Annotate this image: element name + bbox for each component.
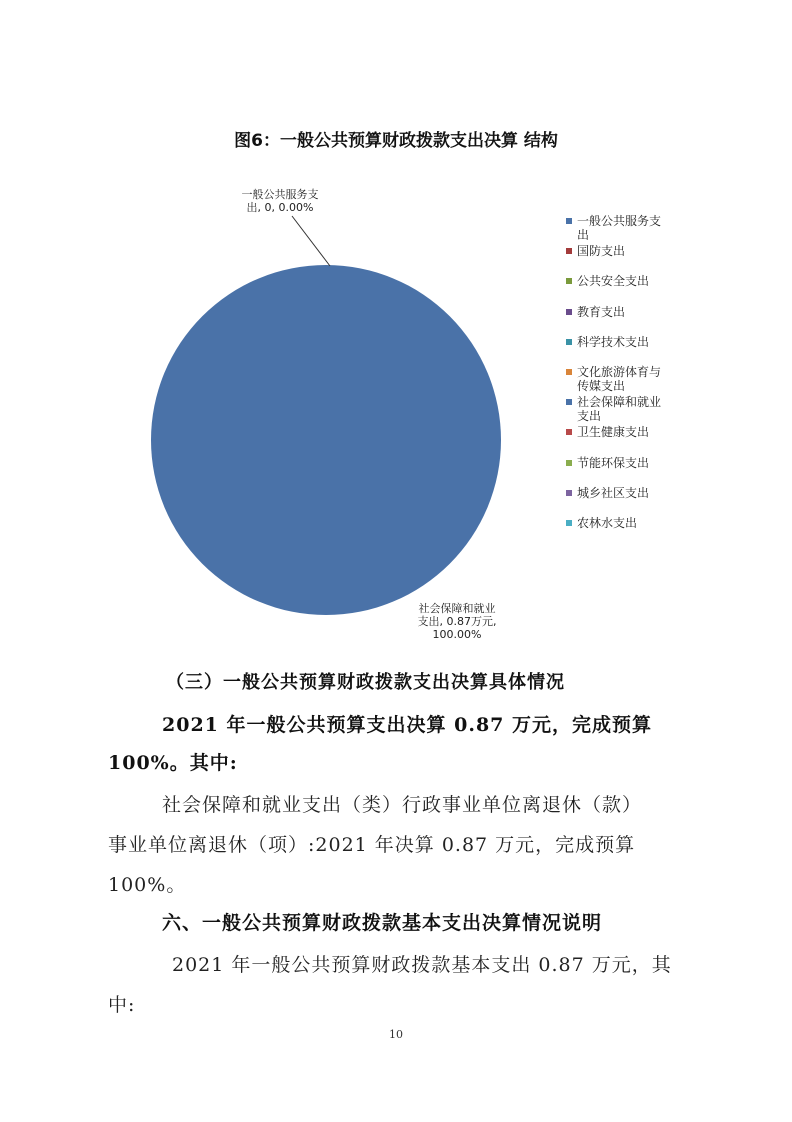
legend-label: 一般公共服务支 — [577, 214, 662, 228]
legend-label: 卫生健康支出 — [577, 425, 650, 440]
paragraph-line: 中: — [108, 994, 136, 1016]
legend-label: 出 — [577, 228, 590, 242]
section-heading-6: 六、一般公共预算财政拨款基本支出决算情况说明 — [162, 912, 603, 934]
paragraph-line: 2021 年一般公共预算财政拨款基本支出 0.87 万元，其 — [172, 954, 672, 976]
paragraph-line: 社会保障和就业支出（类）行政事业单位离退休（款） — [162, 794, 643, 816]
data-label-line: 100.00% — [432, 628, 482, 641]
legend-swatch — [566, 248, 572, 254]
legend-item — [566, 305, 682, 319]
legend-item — [566, 214, 682, 242]
legend-label: 节能环保支出 — [577, 455, 650, 470]
legend-item — [566, 516, 682, 530]
paragraph-line: 2021 年一般公共预算支出决算 0.87 万元，完成预算 — [162, 714, 653, 736]
legend-label: 公共安全支出 — [577, 274, 650, 289]
legend-swatch — [566, 399, 572, 405]
section-heading: （三）一般公共预算财政拨款支出决算具体情况 — [166, 672, 565, 693]
legend-swatch — [566, 490, 572, 496]
legend-label: 支出 — [577, 409, 602, 424]
pie-slice — [151, 265, 501, 615]
data-label-line: 社会保障和就业 — [418, 602, 496, 615]
legend-item — [566, 456, 682, 470]
legend-item — [566, 274, 682, 288]
legend-label: 农林水支出 — [577, 516, 638, 530]
page-number: 10 — [389, 1028, 403, 1041]
legend-item — [566, 244, 682, 258]
legend-swatch — [566, 309, 572, 315]
legend-label: 社会保障和就业 — [577, 395, 662, 410]
label-leader-line — [292, 216, 330, 266]
legend-label: 文化旅游体育与 — [577, 365, 662, 379]
legend-item — [566, 425, 682, 439]
legend-label: 城乡社区支出 — [577, 485, 650, 500]
legend-swatch — [566, 460, 572, 466]
paragraph-line: 事业单位离退休（项）:2021 年决算 0.87 万元，完成预算 — [108, 834, 636, 856]
legend-label: 国防支出 — [577, 244, 626, 259]
data-label-general-public-services — [220, 188, 340, 214]
legend-item — [566, 365, 682, 393]
legend-swatch — [566, 339, 572, 345]
legend-label: 科学技术支出 — [577, 334, 650, 349]
chart-title: 图6：一般公共预算财政拨款支出决算 结构 — [234, 131, 558, 151]
legend-label: 教育支出 — [577, 304, 626, 319]
data-label-line: 出, 0, 0.00% — [246, 201, 314, 214]
legend-label: 传媒支出 — [577, 379, 626, 393]
paragraph-line: 100%。 — [108, 874, 187, 896]
legend-item — [566, 395, 682, 423]
legend-swatch — [566, 520, 572, 526]
data-label-line: 支出, 0.87万元, — [417, 615, 497, 628]
legend-swatch — [566, 429, 572, 435]
legend-swatch — [566, 218, 572, 224]
data-label-social-security — [392, 602, 522, 641]
legend-item — [566, 486, 682, 500]
legend-swatch — [566, 369, 572, 375]
legend-swatch — [566, 278, 572, 284]
data-label-line: 一般公共服务支 — [241, 188, 319, 201]
paragraph-line: 100%。其中: — [108, 752, 238, 774]
legend-item — [566, 335, 682, 349]
